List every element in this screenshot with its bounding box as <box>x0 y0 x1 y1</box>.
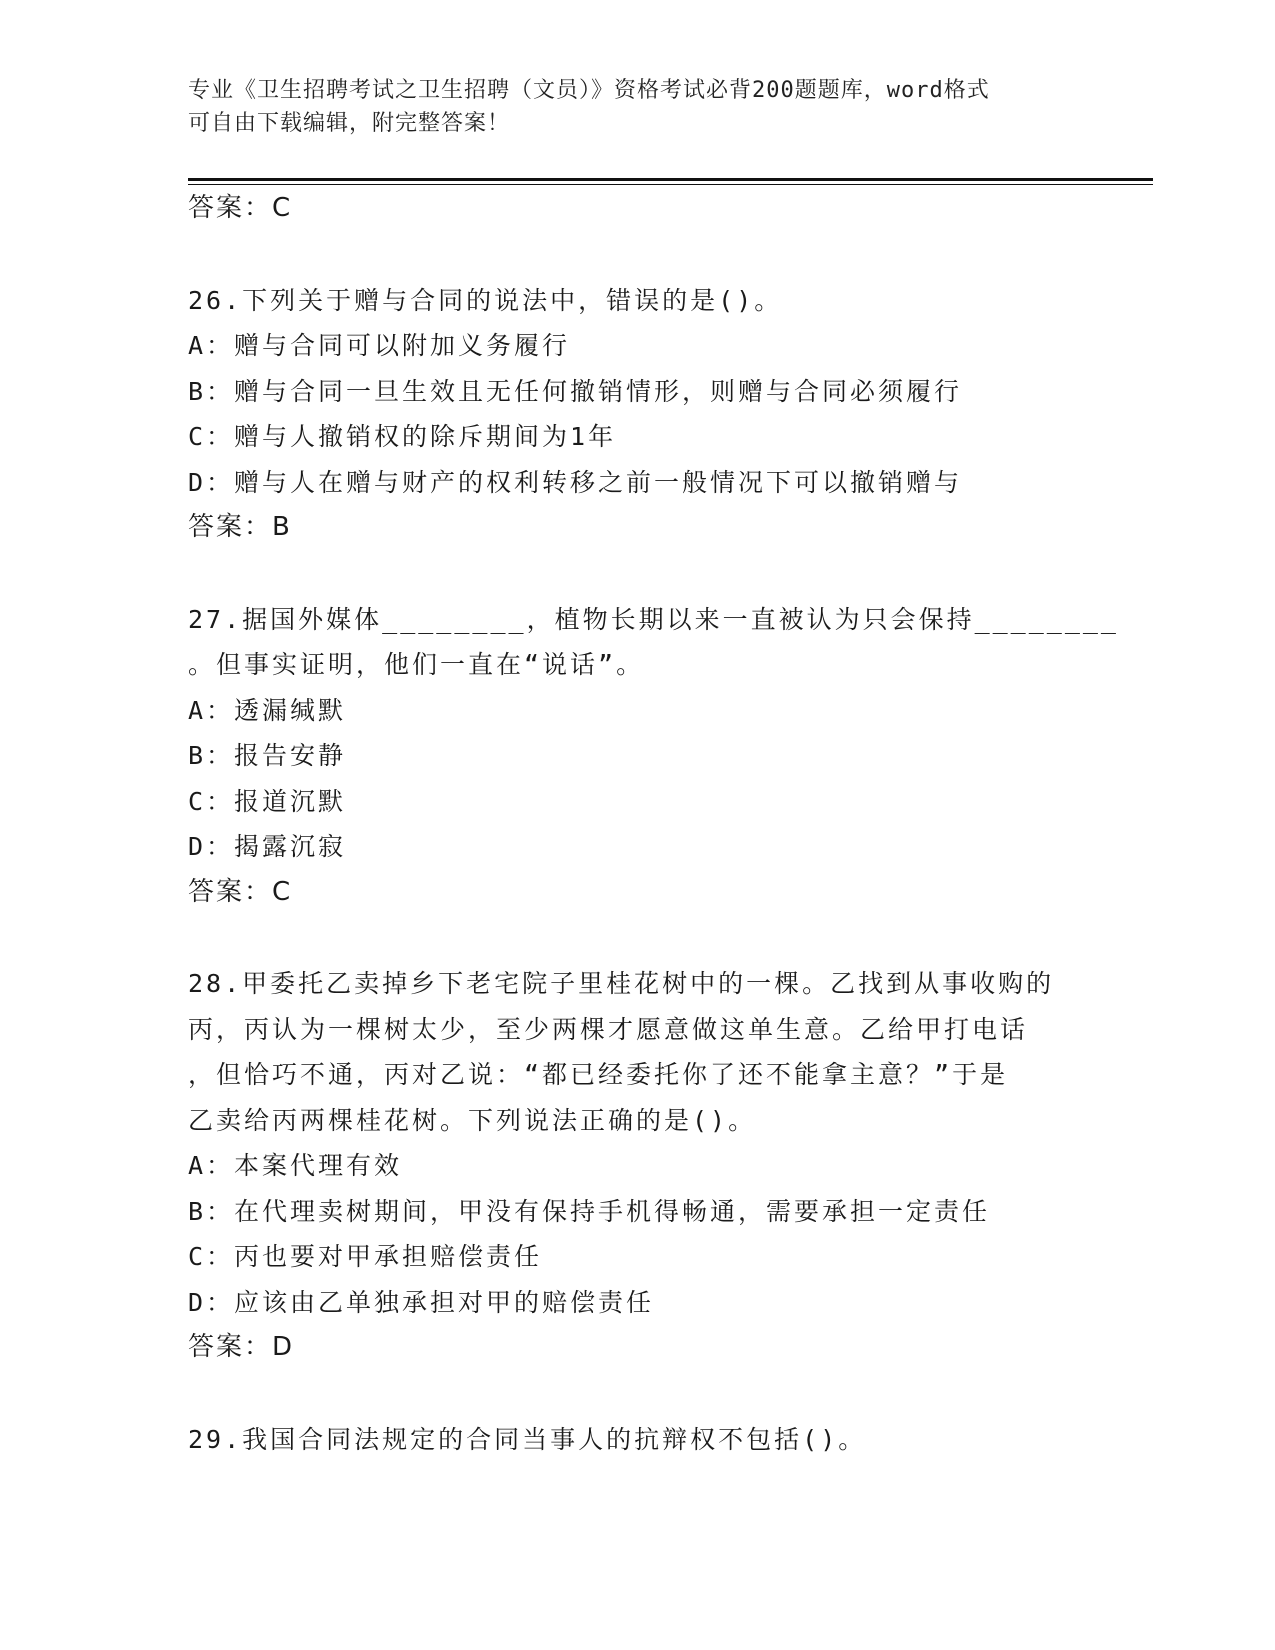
header-line-1: 专业《卫生招聘考试之卫生招聘（文员）》资格考试必背200题题库，word格式 <box>188 78 990 103</box>
document-header <box>188 74 1068 140</box>
option-a: A：透漏缄默 <box>188 695 347 725</box>
question-stem: 乙卖给丙两棵桂花树。下列说法正确的是()。 <box>188 1105 757 1135</box>
spacer <box>188 915 1088 961</box>
option-b: B：报告安静 <box>188 741 347 770</box>
header-divider-thin <box>188 184 1153 185</box>
option-a: A：本案代理有效 <box>188 1151 403 1180</box>
spacer <box>188 232 1088 278</box>
option-d: D：赠与人在赠与财产的权利转移之前一般情况下可以撤销赠与 <box>188 467 963 497</box>
question-stem: 27.据国外媒体________，植物长期以来一直被认为只会保持________ <box>188 604 1119 634</box>
question-29 <box>188 1417 1088 1463</box>
question-28 <box>188 961 1088 1371</box>
question-list <box>188 186 1119 1462</box>
spacer <box>188 551 1088 597</box>
option-c: C：赠与人撤销权的除斥期间为1年 <box>188 422 617 451</box>
question-stem: ，但恰巧不通，丙对乙说：“都已经委托你了还不能拿主意？”于是 <box>188 1060 1009 1089</box>
answer-line: 答案：C <box>188 876 293 907</box>
answer-line: 答案：B <box>188 512 292 542</box>
option-d: D：应该由乙单独承担对甲的赔偿责任 <box>188 1287 655 1317</box>
spacer <box>188 1371 1088 1417</box>
option-a: A：赠与合同可以附加义务履行 <box>188 331 571 360</box>
header-divider-thick <box>188 178 1153 181</box>
answer-line: 答案：C <box>188 193 293 223</box>
question-stem: 26.下列关于赠与合同的说法中，错误的是()。 <box>188 285 783 315</box>
question-26 <box>188 278 1088 551</box>
question-stem: 29.我国合同法规定的合同当事人的抗辩权不包括()。 <box>188 1424 867 1454</box>
option-d: D：揭露沉寂 <box>188 832 347 861</box>
question-stem: 。但事实证明，他们一直在“说话”。 <box>188 650 645 679</box>
header-line-2: 可自由下载编辑，附完整答案！ <box>188 111 511 136</box>
option-c: C：报道沉默 <box>188 786 347 816</box>
answer-line: 答案：D <box>188 1332 295 1362</box>
question-stem: 28.甲委托乙卖掉乡下老宅院子里桂花树中的一棵。乙找到从事收购的 <box>188 969 1055 998</box>
option-c: C：丙也要对甲承担赔偿责任 <box>188 1242 543 1271</box>
option-b: B：赠与合同一旦生效且无任何撤销情形，则赠与合同必须履行 <box>188 376 963 406</box>
question-stem: 丙，丙认为一棵树太少，至少两棵才愿意做这单生意。乙给甲打电话 <box>188 1014 1029 1044</box>
question-27 <box>188 597 1119 916</box>
option-b: B：在代理卖树期间，甲没有保持手机得畅通，需要承担一定责任 <box>188 1196 991 1226</box>
